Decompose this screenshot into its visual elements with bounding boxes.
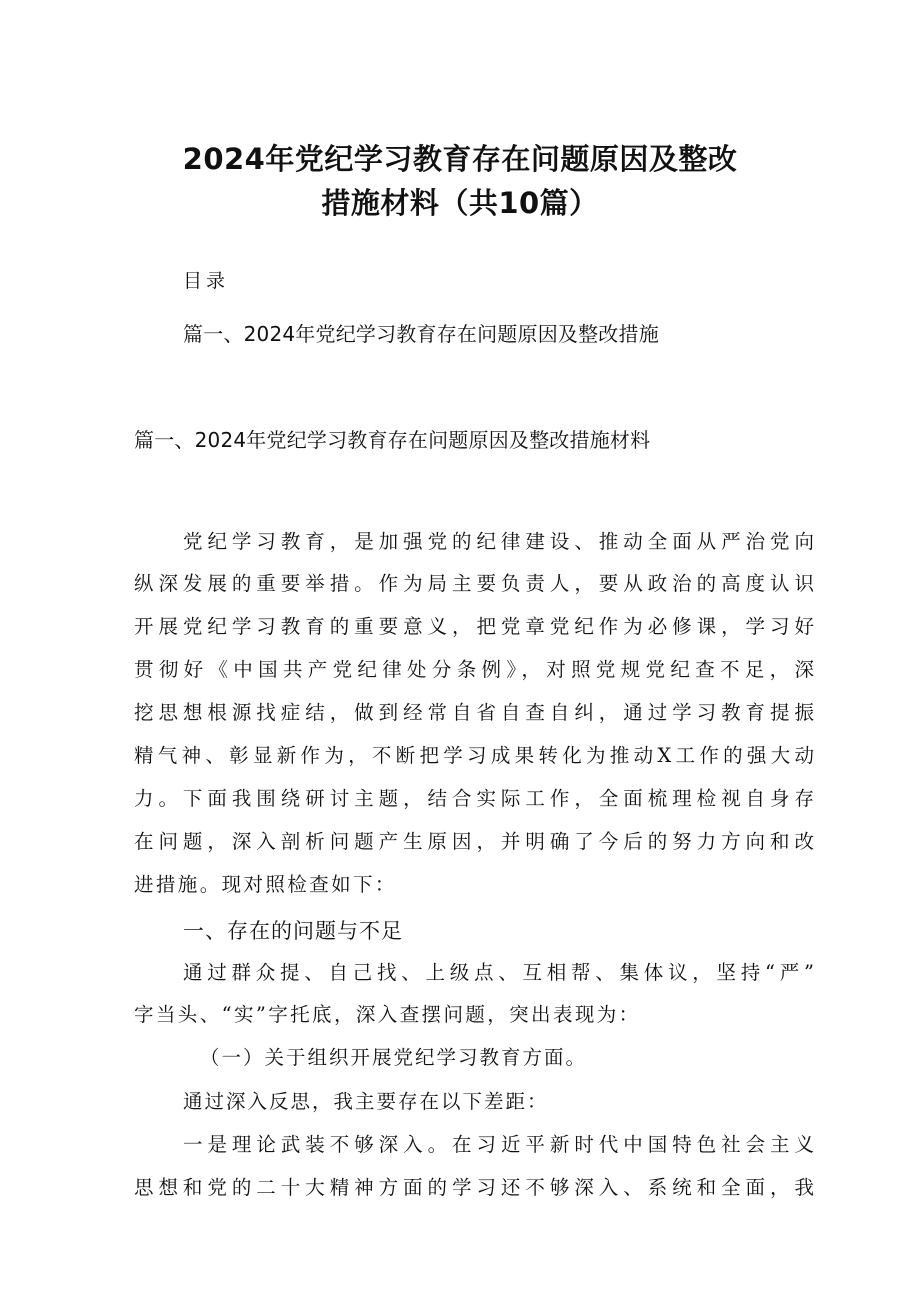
subheading-organize-study: （一）关于组织开展党纪学习教育方面。	[200, 1046, 588, 1069]
document-title-line-1: 2024年党纪学习教育存在问题原因及整改	[182, 142, 738, 176]
intro-line-9: 进措施。现对照检查如下：	[134, 873, 397, 896]
intro-line-2: 纵深发展的重要举措。作为局主要负责人，要从政治的高度认识	[134, 572, 814, 595]
intro-line-1: 党纪学习教育，是加强党的纪律建设、推动全面从严治党向	[183, 530, 814, 553]
toc-item-1[interactable]: 篇一、2024年党纪学习教育存在问题原因及整改措施	[183, 322, 659, 346]
section-heading: 篇一、2024年党纪学习教育存在问题原因及整改措施材料	[134, 428, 651, 452]
para-4-line-1: 一是理论武装不够深入。在习近平新时代中国特色社会主义	[183, 1133, 814, 1156]
para-4-line-2: 思想和党的二十大精神方面的学习还不够深入、系统和全面，我	[134, 1176, 814, 1199]
intro-line-7: 力。下面我围绕研讨主题，结合实际工作，全面梳理检视自身存	[134, 787, 814, 810]
intro-line-8: 在问题，深入剖析问题产生原因，并明确了今后的努力方向和改	[134, 830, 814, 853]
intro-line-3: 开展党纪学习教育的重要意义，把党章党纪作为必修课，学习好	[134, 615, 814, 638]
para-2-line-2: 字当头、“实”字托底，深入查摆问题，突出表现为：	[134, 1003, 641, 1026]
heading-problems: 一、存在的问题与不足	[183, 919, 403, 943]
para-3: 通过深入反思，我主要存在以下差距：	[183, 1090, 549, 1113]
para-2-line-1: 通过群众提、自己找、上级点、互相帮、集体议，坚持“严”	[183, 961, 814, 984]
table-of-contents-label: 目录	[183, 270, 230, 292]
intro-line-4: 贯彻好《中国共产党纪律处分条例》，对照党规党纪查不足，深	[134, 658, 814, 681]
intro-line-6: 精气神、彰显新作为，不断把学习成果转化为推动X工作的强大动	[134, 744, 814, 767]
intro-line-5: 挖思想根源找症结，做到经常自省自查自纠，通过学习教育提振	[134, 701, 814, 724]
document-title-line-2: 措施材料（共10篇）	[321, 186, 599, 220]
